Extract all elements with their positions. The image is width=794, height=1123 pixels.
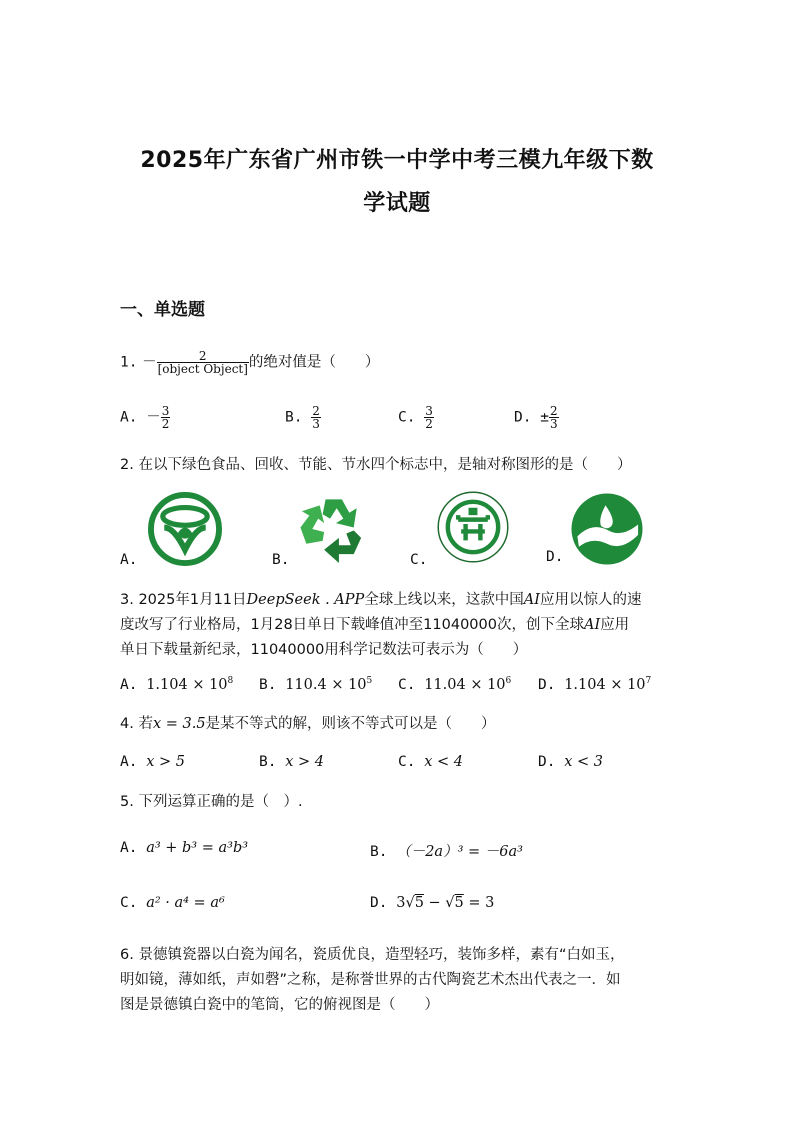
question-6-line1: 6. 景德镇瓷器以白瓷为闻名，瓷质优良，造型轻巧，装饰多样，素有“白如玉，	[120, 947, 625, 963]
option-c: C. a² · a⁴ = a⁶	[120, 895, 225, 911]
page-title-line2: 学试题	[363, 191, 431, 216]
sqrt: √5	[405, 895, 424, 911]
option-b: B. x > 4	[259, 754, 324, 770]
option-a: A. $1.104 \times 10^8$	[120, 676, 234, 693]
option-a: A. － $\frac{3}{2}$	[120, 404, 170, 431]
question-3-line3: 单日下载量新纪录，11040000用科学记数法可表示为（ ）	[120, 642, 528, 658]
option-b: B. （－2a）³ = －6a³	[370, 844, 523, 860]
question-3-line2: 度改写了行业格局，1月28日单日下载峰值冲至11040000次，创下全球AI应用	[120, 617, 630, 633]
option-b: B.	[272, 552, 290, 568]
question-3	[120, 588, 700, 663]
option-c: C. $11.04 \times 10^6$	[398, 676, 512, 693]
fraction: $\frac{2}{\text{[object Object]}}$	[157, 349, 248, 376]
green-food-logo-icon	[148, 492, 222, 566]
option-c: C. $\frac{3}{2}$	[398, 404, 433, 431]
page-title-line1: 2025年广东省广州市铁一中学中考三模九年级下数	[140, 148, 654, 173]
question-6	[120, 943, 700, 1018]
option-a: A. x > 5	[120, 754, 185, 770]
question-text: 的绝对值是（ ）	[248, 354, 380, 371]
question-6-line2: 明如镜，薄如纸，声如磬”之称，是称誉世界的古代陶瓷艺术杰出代表之一．如	[120, 972, 621, 988]
question-2-text: 2. 在以下绿色食品、回收、节能、节水四个标志中，是轴对称图形的是（ ）	[120, 457, 632, 473]
option-b: B. $\frac{2}{3}$	[285, 404, 320, 431]
question-number: 1.	[120, 354, 138, 371]
option-d: D. 3√5 − √5 = 3	[370, 895, 495, 911]
option-c: C.	[410, 552, 428, 568]
option-a: A.	[120, 552, 138, 568]
energy-saving-logo-icon	[436, 490, 510, 564]
question-3-line1: 3. 2025年1月11日DeepSeek . APP全球上线以来，这款中国AI应用以惊人的速	[120, 592, 642, 608]
option-a: A. a³ + b³ = a³b³	[120, 840, 249, 856]
option-c: C. x < 4	[398, 754, 463, 770]
option-b: B. $110.4 \times 10^5$	[259, 676, 373, 693]
sqrt: √5	[445, 895, 464, 911]
option-d: D.	[546, 549, 564, 565]
section-heading-single-choice: 一、单选题	[120, 300, 205, 320]
question-5: 5. 下列运算正确的是（ ）.	[120, 794, 303, 810]
option-d: D. x < 3	[538, 754, 603, 770]
minus-sign: －	[142, 354, 157, 371]
question-6-line3: 图是景德镇白瓷中的笔筒，它的俯视图是（ ）	[120, 997, 439, 1013]
question-1	[120, 350, 680, 376]
recycle-logo-icon	[296, 492, 370, 566]
option-d: D. ± $\frac{2}{3}$	[514, 404, 558, 431]
water-saving-logo-icon	[570, 492, 644, 566]
option-d: D. $1.104 \times 10^7$	[538, 676, 652, 693]
question-4: 4. 若x = 3.5是某不等式的解，则该不等式可以是（ ）	[120, 716, 496, 732]
